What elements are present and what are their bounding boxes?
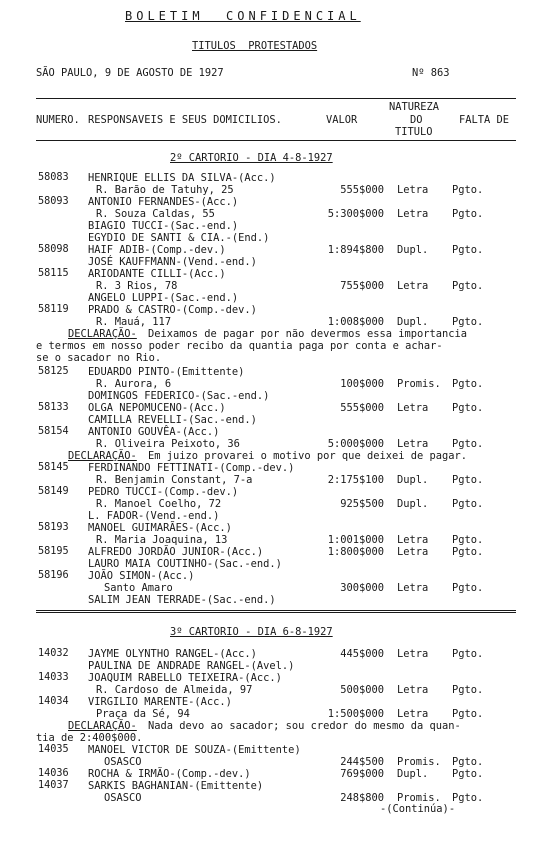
entry-natureza: Letra bbox=[397, 534, 429, 546]
entry-number: 58119 bbox=[38, 304, 69, 315]
entry-number: 58115 bbox=[38, 268, 69, 279]
entry-detail: SALIM JEAN TERRADE-(Sac.-end.) bbox=[88, 594, 276, 606]
entry-number: 58083 bbox=[38, 172, 69, 183]
debtor-name: JOÃO SIMON-(Acc.) bbox=[88, 570, 195, 582]
declaration-text: Nada devo ao sacador; sou credor do mesmo da quan- bbox=[148, 720, 461, 732]
entry-valor: 555$000 bbox=[340, 402, 384, 414]
debtor-name: MANOEL VICTOR DE SOUZA-(Emittente) bbox=[88, 744, 301, 756]
debtor-name: ROCHA & IRMÃO-(Comp.-dev.) bbox=[88, 768, 251, 780]
entry-detail: PAULINA DE ANDRADE RANGEL-(Avel.) bbox=[88, 660, 295, 672]
col-natureza-3: TITULO bbox=[395, 126, 433, 138]
entry-number: 58196 bbox=[38, 570, 69, 581]
entry-falta: Pgto. bbox=[452, 792, 484, 804]
entry-detail: R. Mauá, 117 bbox=[96, 316, 172, 328]
debtor-name: SARKIS BAGHANIAN-(Emittente) bbox=[88, 780, 264, 792]
entry-detail: Santo Amaro bbox=[104, 582, 173, 594]
entry-valor: 100$000 bbox=[340, 378, 384, 390]
debtor-name: HENRIQUE ELLIS DA SILVA-(Acc.) bbox=[88, 172, 276, 184]
entry-falta: Pgto. bbox=[452, 756, 484, 768]
entry-falta: Pgto. bbox=[452, 184, 484, 196]
entry-falta: Pgto. bbox=[452, 244, 484, 256]
entry-falta: Pgto. bbox=[452, 534, 484, 546]
header-top-rule bbox=[36, 98, 516, 99]
entry-falta: Pgto. bbox=[452, 378, 484, 390]
declaration-label: DECLARAÇÃO- bbox=[68, 720, 137, 732]
entry-natureza: Dupl. bbox=[397, 768, 429, 780]
entry-detail: ANGELO LUPPI-(Sac.-end.) bbox=[88, 292, 239, 304]
entry-falta: Pgto. bbox=[452, 316, 484, 328]
entry-detail: R. Oliveira Peixoto, 36 bbox=[96, 438, 240, 450]
entry-number: 58125 bbox=[38, 366, 69, 377]
entry-valor: 1:001$000 bbox=[327, 534, 384, 546]
entry-number: 58193 bbox=[38, 522, 69, 533]
col-natureza-1: NATUREZA bbox=[389, 101, 440, 113]
entry-valor: 445$000 bbox=[340, 648, 384, 660]
entry-valor: 1:800$000 bbox=[327, 546, 384, 558]
entry-natureza: Promis. bbox=[397, 756, 441, 768]
entry-valor: 248$800 bbox=[340, 792, 384, 804]
bulletin-title: BOLETIM CONFIDENCIAL bbox=[125, 9, 361, 23]
entry-natureza: Dupl. bbox=[397, 316, 429, 328]
entry-falta: Pgto. bbox=[452, 582, 484, 594]
entry-detail: R. Manoel Coelho, 72 bbox=[96, 498, 222, 510]
declaration-label: DECLARAÇÃO- bbox=[68, 450, 137, 462]
debtor-name: OLGA NEPOMUCENO-(Acc.) bbox=[88, 402, 226, 414]
entry-detail: L. FADOR-(Vend.-end.) bbox=[88, 510, 220, 522]
place-date: SÃO PAULO, 9 DE AGOSTO DE 1927 bbox=[36, 67, 224, 79]
entry-valor: 5:000$000 bbox=[327, 438, 384, 450]
section-heading-3-cartorio: 3º CARTORIO - DIA 6-8-1927 bbox=[170, 626, 333, 638]
col-numero: NUMERO. bbox=[36, 114, 80, 126]
debtor-name: PEDRO TUCCI-(Comp.-dev.) bbox=[88, 486, 239, 498]
declaration-text: Deixamos de pagar por não devermos essa importancia bbox=[148, 328, 468, 340]
col-responsaveis: RESPONSAVEIS E SEUS DOMICILIOS. bbox=[88, 114, 282, 126]
entry-valor: 300$000 bbox=[340, 582, 384, 594]
entry-number: 58149 bbox=[38, 486, 69, 497]
entry-detail: R. Aurora, 6 bbox=[96, 378, 172, 390]
debtor-name: EDUARDO PINTO-(Emittente) bbox=[88, 366, 245, 378]
entry-valor: 500$000 bbox=[340, 684, 384, 696]
entry-detail: OSASCO bbox=[104, 756, 142, 768]
entry-valor: 244$500 bbox=[340, 756, 384, 768]
entry-detail: R. Souza Caldas, 55 bbox=[96, 208, 215, 220]
entry-falta: Pgto. bbox=[452, 438, 484, 450]
debtor-name: FERDINANDO FETTINATI-(Comp.-dev.) bbox=[88, 462, 295, 474]
entry-natureza: Promis. bbox=[397, 792, 441, 804]
entry-falta: Pgto. bbox=[452, 208, 484, 220]
entry-natureza: Letra bbox=[397, 708, 429, 720]
entry-detail: R. Benjamin Constant, 7-a bbox=[96, 474, 253, 486]
entry-number: 14034 bbox=[38, 696, 69, 707]
entry-number: 58145 bbox=[38, 462, 69, 473]
section-heading-2-cartorio: 2º CARTORIO - DIA 4-8-1927 bbox=[170, 152, 333, 164]
debtor-name: VIRGILIO MARENTE-(Acc.) bbox=[88, 696, 232, 708]
entry-number: 14033 bbox=[38, 672, 69, 683]
entry-natureza: Dupl. bbox=[397, 474, 429, 486]
entry-natureza: Letra bbox=[397, 684, 429, 696]
debtor-name: JAYME OLYNTHO RANGEL-(Acc.) bbox=[88, 648, 257, 660]
entry-natureza: Letra bbox=[397, 582, 429, 594]
entry-valor: 1:008$000 bbox=[327, 316, 384, 328]
entry-detail: e termos em nosso poder recibo da quantia paga por conta e achar- bbox=[36, 340, 443, 352]
entry-detail: R. Barão de Tatuhy, 25 bbox=[96, 184, 234, 196]
entry-natureza: Dupl. bbox=[397, 498, 429, 510]
entry-detail: se o sacador no Rio. bbox=[36, 352, 162, 364]
entry-detail: R. Maria Joaquina, 13 bbox=[96, 534, 228, 546]
entry-valor: 1:500$000 bbox=[327, 708, 384, 720]
entry-natureza: Letra bbox=[397, 402, 429, 414]
declaration-label: DECLARAÇÃO- bbox=[68, 328, 137, 340]
declaration-text: Em juizo provarei o motivo por que deixei de pagar. bbox=[148, 450, 468, 462]
entry-natureza: Letra bbox=[397, 184, 429, 196]
entry-detail: R. Cardoso de Almeida, 97 bbox=[96, 684, 253, 696]
entry-falta: Pgto. bbox=[452, 768, 484, 780]
entry-number: 58093 bbox=[38, 196, 69, 207]
entry-number: 58133 bbox=[38, 402, 69, 413]
entry-natureza: Promis. bbox=[397, 378, 441, 390]
entry-natureza: Dupl. bbox=[397, 244, 429, 256]
entry-valor: 555$000 bbox=[340, 184, 384, 196]
entry-detail: Praça da Sé, 94 bbox=[96, 708, 190, 720]
issue-number: Nº 863 bbox=[412, 67, 450, 79]
entry-falta: Pgto. bbox=[452, 684, 484, 696]
entry-falta: Pgto. bbox=[452, 648, 484, 660]
entry-falta: Pgto. bbox=[452, 546, 484, 558]
entry-detail: tia de 2:400$000. bbox=[36, 732, 143, 744]
entry-valor: 1:894$800 bbox=[327, 244, 384, 256]
entry-natureza: Letra bbox=[397, 280, 429, 292]
entry-natureza: Letra bbox=[397, 208, 429, 220]
entry-number: 14037 bbox=[38, 780, 69, 791]
section-divider bbox=[36, 610, 516, 613]
entry-falta: Pgto. bbox=[452, 708, 484, 720]
bulletin-subtitle: TITULOS PROTESTADOS bbox=[192, 40, 318, 52]
entry-detail: OSASCO bbox=[104, 792, 142, 804]
entry-valor: 2:175$100 bbox=[327, 474, 384, 486]
col-natureza-2: DO bbox=[410, 114, 423, 126]
entry-falta: Pgto. bbox=[452, 402, 484, 414]
col-falta: FALTA DE bbox=[459, 114, 510, 126]
entry-falta: Pgto. bbox=[452, 280, 484, 292]
entry-detail: LAURO MAIA COUTINHO-(Sac.-end.) bbox=[88, 558, 282, 570]
entry-number: 58154 bbox=[38, 426, 69, 437]
entry-falta: Pgto. bbox=[452, 498, 484, 510]
debtor-name: MANOEL GUIMARÃES-(Acc.) bbox=[88, 522, 232, 534]
debtor-name: ALFREDO JORDÃO JUNIOR-(Acc.) bbox=[88, 546, 264, 558]
continua-note: -(Continúa)- bbox=[380, 803, 456, 815]
entry-falta: Pgto. bbox=[452, 474, 484, 486]
debtor-name: ANTONIO FERNANDES-(Acc.) bbox=[88, 196, 239, 208]
entry-number: 58195 bbox=[38, 546, 69, 557]
debtor-name: HAIF ADIB-(Comp.-dev.) bbox=[88, 244, 226, 256]
entry-detail: EGYDIO DE SANTI & CIA.-(End.) bbox=[88, 232, 270, 244]
entry-natureza: Letra bbox=[397, 648, 429, 660]
entry-number: 58098 bbox=[38, 244, 69, 255]
entry-number: 14032 bbox=[38, 648, 69, 659]
entry-number: 14036 bbox=[38, 768, 69, 779]
entry-detail: CAMILLA REVELLI-(Sac.-end.) bbox=[88, 414, 257, 426]
entry-valor: 769$000 bbox=[340, 768, 384, 780]
debtor-name: ANTONIO GOUVÊA-(Acc.) bbox=[88, 426, 220, 438]
entry-natureza: Letra bbox=[397, 438, 429, 450]
debtor-name: ARIODANTE CILLI-(Acc.) bbox=[88, 268, 226, 280]
entry-valor: 5:300$000 bbox=[327, 208, 384, 220]
header-bottom-rule bbox=[36, 140, 516, 141]
entry-number: 14035 bbox=[38, 744, 69, 755]
entry-detail: BIAGIO TUCCI-(Sac.-end.) bbox=[88, 220, 239, 232]
entry-detail: JOSÉ KAUFFMANN-(Vend.-end.) bbox=[88, 256, 257, 268]
col-valor: VALOR bbox=[326, 114, 358, 126]
entry-detail: R. 3 Rios, 78 bbox=[96, 280, 178, 292]
entry-natureza: Letra bbox=[397, 546, 429, 558]
debtor-name: PRADO & CASTRO-(Comp.-dev.) bbox=[88, 304, 257, 316]
entry-detail: DOMINGOS FEDERICO-(Sac.-end.) bbox=[88, 390, 270, 402]
entry-valor: 755$000 bbox=[340, 280, 384, 292]
entry-valor: 925$500 bbox=[340, 498, 384, 510]
debtor-name: JOAQUIM RABELLO TEIXEIRA-(Acc.) bbox=[88, 672, 282, 684]
